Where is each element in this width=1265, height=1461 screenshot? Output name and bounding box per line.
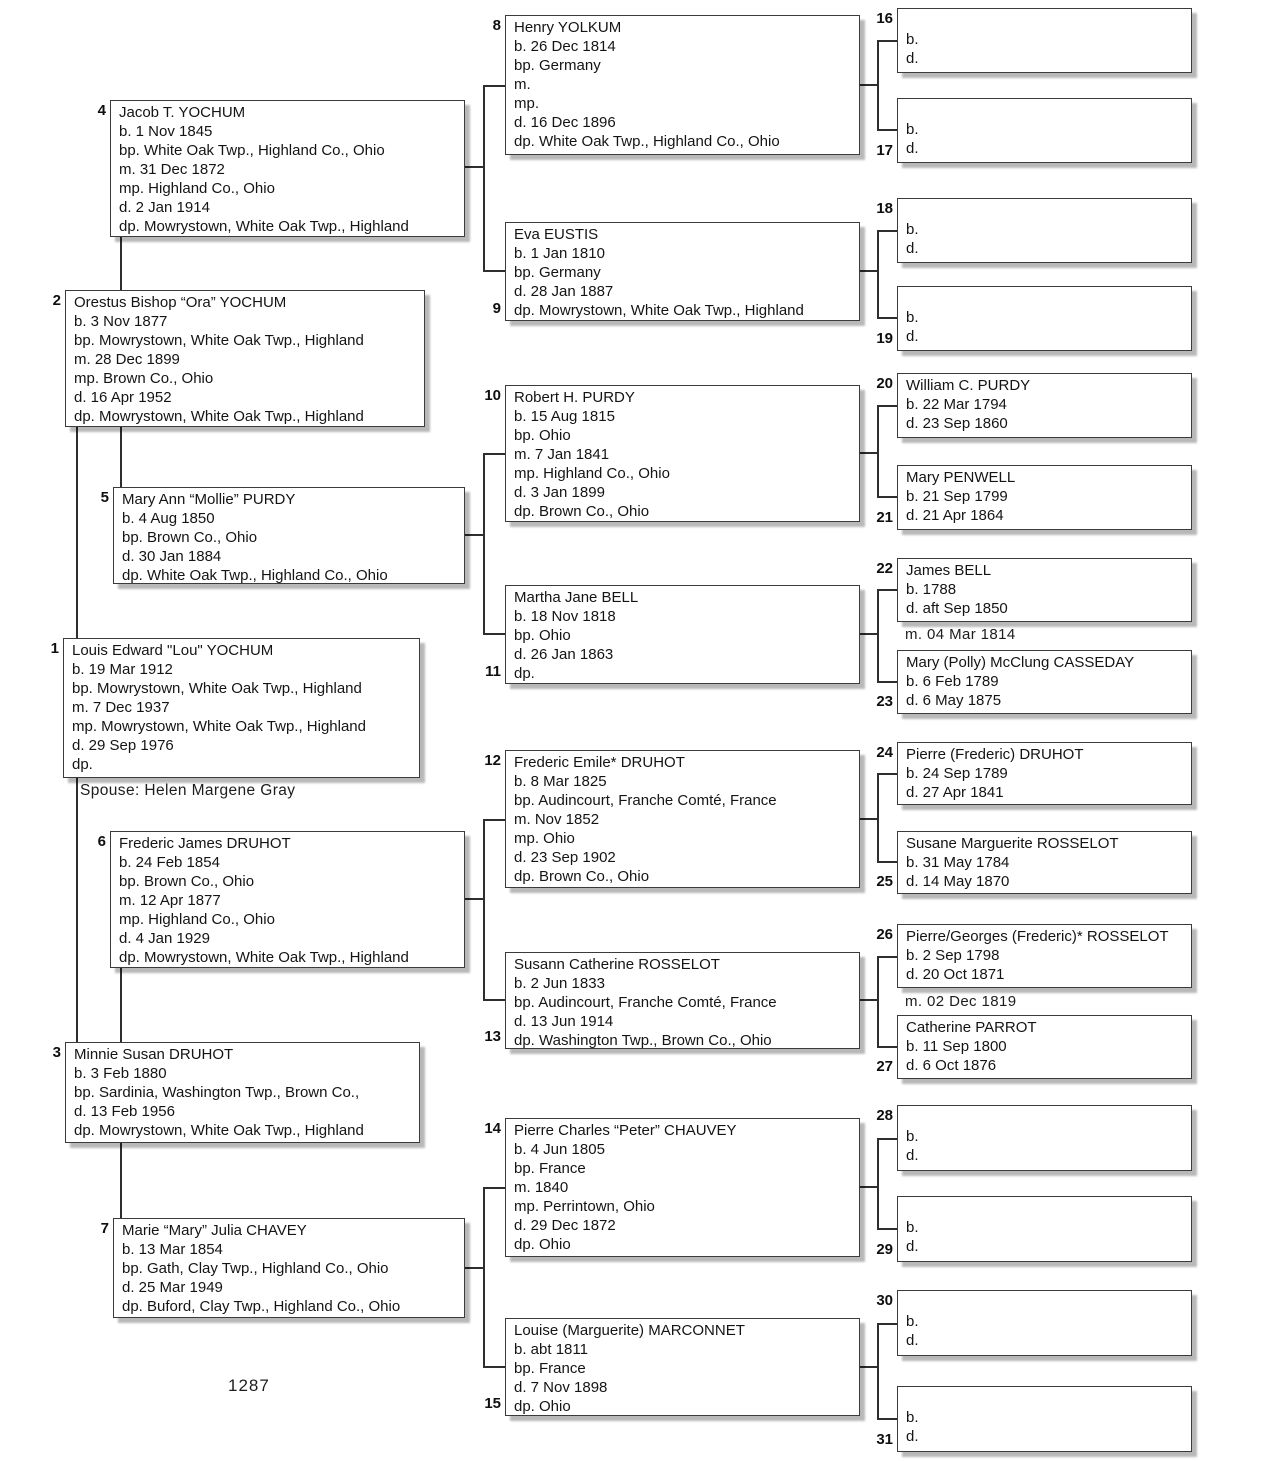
person-detail-line: d. 13 Feb 1956	[74, 1103, 175, 1120]
person-number: 29	[876, 1241, 893, 1258]
connector-line	[878, 1046, 898, 1048]
person-detail-line: dp.	[72, 756, 93, 773]
person-detail-line: mp. Ohio	[514, 830, 575, 847]
person-name: Martha Jane BELL	[514, 589, 639, 606]
person-number: 13	[484, 1028, 501, 1045]
connector-line	[878, 317, 898, 319]
person-number: 9	[492, 300, 501, 317]
person-box-25	[897, 831, 1192, 894]
person-detail-line: d.	[906, 240, 919, 257]
person-detail-line: m. 28 Dec 1899	[74, 351, 180, 368]
person-name: James BELL	[906, 562, 992, 579]
person-box-19	[897, 286, 1192, 351]
person-detail-line: d. 30 Jan 1884	[122, 548, 222, 565]
connector-line	[858, 818, 877, 820]
person-box-22	[897, 558, 1192, 622]
person-name	[906, 289, 1187, 308]
person-name	[906, 1199, 1187, 1218]
person-name: Eva EUSTIS	[514, 226, 599, 243]
spouse-note: Spouse: Helen Margene Gray	[80, 782, 296, 799]
person-detail-line: d.	[906, 1147, 919, 1164]
person-detail-line: mp. Highland Co., Ohio	[119, 180, 275, 197]
person-box-17	[897, 98, 1192, 163]
person-detail-line: dp. Ohio	[514, 1398, 571, 1415]
person-detail-line: dp. White Oak Twp., Highland Co., Ohio	[122, 567, 388, 584]
person-detail-line: m. Nov 1852	[514, 811, 600, 828]
person-number: 17	[876, 142, 893, 159]
marriage-note: m. 04 Mar 1814	[905, 626, 1016, 643]
person-name: Minnie Susan DRUHOT	[74, 1046, 234, 1063]
person-box-8	[505, 15, 860, 155]
person-detail-line: dp. Mowrystown, White Oak Twp., Highland	[74, 1122, 364, 1139]
person-name: Jacob T. YOCHUM	[119, 104, 246, 121]
connector-line	[484, 85, 506, 87]
person-number: 20	[876, 375, 893, 392]
person-detail-line: b. 15 Aug 1815	[514, 408, 615, 425]
marriage-note: m. 02 Dec 1819	[905, 993, 1017, 1010]
connector-line	[858, 84, 877, 86]
person-detail-line: dp. Mowrystown, White Oak Twp., Highland	[119, 949, 409, 966]
person-number: 21	[876, 509, 893, 526]
person-detail-line: b. 22 Mar 1794	[906, 396, 1007, 413]
person-number: 12	[484, 752, 501, 769]
person-number: 16	[876, 10, 893, 27]
person-name: Mary (Polly) McClung CASSEDAY	[906, 654, 1135, 671]
connector-line	[878, 773, 898, 775]
connector-line	[483, 1187, 485, 1368]
person-name	[906, 101, 1187, 120]
connector-line	[878, 681, 898, 683]
connector-line	[878, 405, 898, 407]
person-detail-line: d. 20 Oct 1871	[906, 966, 1005, 983]
person-detail-line: b. 13 Mar 1854	[122, 1241, 223, 1258]
connector-line	[858, 270, 877, 272]
person-detail-line: d.	[906, 140, 919, 157]
person-name: Catherine PARROT	[906, 1019, 1037, 1036]
connector-line	[483, 85, 485, 272]
person-name: Pierre Charles “Peter” CHAUVEY	[514, 1122, 737, 1139]
person-number: 3	[52, 1044, 61, 1061]
person-number: 26	[876, 926, 893, 943]
person-box-28	[897, 1105, 1192, 1171]
person-box-23	[897, 650, 1192, 714]
connector-line	[878, 1138, 898, 1140]
connector-line	[878, 40, 898, 42]
person-number: 10	[484, 387, 501, 404]
person-detail-line: b. 19 Mar 1912	[72, 661, 173, 678]
person-detail-line: d. 29 Sep 1976	[72, 737, 174, 754]
person-name	[906, 1108, 1187, 1127]
person-name	[906, 11, 1187, 30]
person-number: 2	[52, 292, 61, 309]
person-number: 27	[876, 1058, 893, 1075]
person-detail-line: b. abt 1811	[514, 1341, 588, 1358]
person-detail-line: bp. Audincourt, Franche Comté, France	[514, 994, 777, 1011]
person-box-11	[505, 585, 860, 684]
person-detail-line: d. 23 Sep 1902	[514, 849, 616, 866]
person-detail-line: b. 31 May 1784	[906, 854, 1010, 871]
person-box-1	[63, 638, 420, 778]
person-name: Frederic James DRUHOT	[119, 835, 291, 852]
connector-line	[483, 453, 485, 635]
person-detail-line: b. 6 Feb 1789	[906, 673, 999, 690]
person-box-18	[897, 198, 1192, 263]
connector-line	[484, 999, 506, 1001]
person-number: 8	[492, 17, 501, 34]
connector-line	[465, 898, 485, 900]
connector-line	[877, 1323, 879, 1420]
person-box-6	[110, 831, 465, 968]
person-detail-line: bp. Brown Co., Ohio	[119, 873, 255, 890]
person-detail-line: mp.	[514, 95, 540, 112]
person-name: Robert H. PURDY	[514, 389, 635, 406]
person-box-12	[505, 750, 860, 888]
person-detail-line: bp. Ohio	[514, 427, 571, 444]
person-number: 23	[876, 693, 893, 710]
person-detail-line: d. 16 Dec 1896	[514, 114, 616, 131]
person-box-7	[113, 1218, 465, 1318]
person-detail-line: d. aft Sep 1850	[906, 600, 1008, 617]
person-detail-line: m.	[514, 76, 531, 93]
connector-line	[878, 129, 898, 131]
person-detail-line: dp. White Oak Twp., Highland Co., Ohio	[514, 133, 780, 150]
person-detail-line: b.	[906, 31, 919, 48]
person-number: 11	[485, 663, 501, 680]
person-detail-line: dp. Mowrystown, White Oak Twp., Highland	[514, 302, 804, 319]
person-number: 4	[97, 102, 106, 119]
person-detail-line: dp. Brown Co., Ohio	[514, 868, 650, 885]
person-number: 18	[876, 200, 893, 217]
person-detail-line: bp. Sardinia, Washington Twp., Brown Co.,	[74, 1084, 360, 1101]
person-detail-line: b. 26 Dec 1814	[514, 38, 616, 55]
person-box-4	[110, 100, 465, 237]
connector-line	[483, 819, 485, 1001]
person-detail-line: d.	[906, 1428, 919, 1445]
person-box-5	[113, 487, 465, 584]
person-name: Susann Catherine ROSSELOT	[514, 956, 720, 973]
person-box-3	[65, 1042, 420, 1143]
connector-line	[878, 496, 898, 498]
connector-line	[484, 819, 506, 821]
person-box-21	[897, 465, 1192, 530]
person-detail-line: b. 4 Jun 1805	[514, 1141, 605, 1158]
person-detail-line: b. 21 Sep 1799	[906, 488, 1008, 505]
person-detail-line: b.	[906, 1219, 919, 1236]
person-detail-line: d. 6 May 1875	[906, 692, 1002, 709]
connector-line	[877, 40, 879, 131]
person-name: Henry YOLKUM	[514, 19, 622, 36]
person-box-24	[897, 742, 1192, 805]
connector-line	[858, 452, 877, 454]
person-box-2	[65, 290, 425, 427]
connector-line	[484, 1366, 506, 1368]
person-detail-line: d.	[906, 328, 919, 345]
connector-line	[878, 589, 898, 591]
connector-line	[878, 1418, 898, 1420]
connector-line	[878, 230, 898, 232]
person-box-29	[897, 1196, 1192, 1262]
person-detail-line: d. 26 Jan 1863	[514, 646, 614, 663]
person-detail-line: d.	[906, 1238, 919, 1255]
person-detail-line: b.	[906, 1313, 919, 1330]
person-detail-line: d. 28 Jan 1887	[514, 283, 614, 300]
person-detail-line: dp.	[514, 665, 535, 682]
person-detail-line: m. 7 Dec 1937	[72, 699, 170, 716]
person-detail-line: b. 18 Nov 1818	[514, 608, 616, 625]
person-detail-line: d. 23 Sep 1860	[906, 415, 1008, 432]
person-name: Pierre/Georges (Frederic)* ROSSELOT	[906, 928, 1169, 945]
person-detail-line: bp. Gath, Clay Twp., Highland Co., Ohio	[122, 1260, 389, 1277]
connector-line	[465, 166, 485, 168]
person-number: 6	[97, 833, 106, 850]
connector-line	[465, 1267, 485, 1269]
person-number: 5	[100, 489, 109, 506]
person-number: 7	[100, 1220, 109, 1237]
person-detail-line: dp. Brown Co., Ohio	[514, 503, 650, 520]
person-detail-line: b. 2 Sep 1798	[906, 947, 1000, 964]
person-detail-line: bp. Germany	[514, 264, 601, 281]
person-name: Pierre (Frederic) DRUHOT	[906, 746, 1084, 763]
person-number: 19	[876, 330, 893, 347]
person-number: 31	[876, 1431, 893, 1448]
person-box-15	[505, 1318, 860, 1416]
person-detail-line: d. 29 Dec 1872	[514, 1217, 616, 1234]
person-detail-line: m. 1840	[514, 1179, 569, 1196]
person-box-31	[897, 1386, 1192, 1452]
connector-line	[484, 1187, 506, 1189]
person-detail-line: d.	[906, 50, 919, 67]
person-number: 15	[484, 1395, 501, 1412]
person-number: 22	[876, 560, 893, 577]
connector-line	[858, 1366, 877, 1368]
connector-line	[878, 1228, 898, 1230]
person-detail-line: bp. Mowrystown, White Oak Twp., Highland	[74, 332, 364, 349]
person-detail-line: b. 4 Aug 1850	[122, 510, 215, 527]
person-detail-line: b. 3 Feb 1880	[74, 1065, 167, 1082]
person-box-13	[505, 952, 860, 1049]
person-detail-line: b. 2 Jun 1833	[514, 975, 605, 992]
person-detail-line: b.	[906, 309, 919, 326]
person-name: Louise (Marguerite) MARCONNET	[514, 1322, 745, 1339]
person-detail-line: b. 24 Sep 1789	[906, 765, 1008, 782]
connector-line	[877, 956, 879, 1048]
person-detail-line: b. 1 Nov 1845	[119, 123, 213, 140]
person-detail-line: bp. Mowrystown, White Oak Twp., Highland	[72, 680, 362, 697]
person-detail-line: dp. Buford, Clay Twp., Highland Co., Ohio	[122, 1298, 401, 1315]
person-detail-line: d. 6 Oct 1876	[906, 1057, 997, 1074]
person-name: Mary PENWELL	[906, 469, 1016, 486]
person-detail-line: b.	[906, 1409, 919, 1426]
person-box-16	[897, 8, 1192, 73]
connector-line	[877, 405, 879, 498]
connector-line	[858, 999, 877, 1001]
person-name	[906, 201, 1187, 220]
person-number: 30	[876, 1292, 893, 1309]
person-name: Susane Marguerite ROSSELOT	[906, 835, 1119, 852]
person-detail-line: b. 3 Nov 1877	[74, 313, 168, 330]
person-box-30	[897, 1290, 1192, 1356]
person-detail-line: bp. France	[514, 1160, 586, 1177]
page-number: 1287	[228, 1376, 270, 1395]
person-detail-line: d. 7 Nov 1898	[514, 1379, 608, 1396]
connector-line	[878, 861, 898, 863]
person-detail-line: d. 25 Mar 1949	[122, 1279, 223, 1296]
connector-line	[877, 589, 879, 683]
person-name	[906, 1293, 1187, 1312]
connector-line	[878, 1323, 898, 1325]
person-name: William C. PURDY	[906, 377, 1031, 394]
person-number: 24	[876, 744, 893, 761]
person-name: Frederic Emile* DRUHOT	[514, 754, 685, 771]
person-detail-line: bp. Brown Co., Ohio	[122, 529, 258, 546]
person-detail-line: bp. Ohio	[514, 627, 571, 644]
connector-line	[858, 633, 877, 635]
connector-line	[878, 956, 898, 958]
person-detail-line: dp. Ohio	[514, 1236, 571, 1253]
person-detail-line: b.	[906, 221, 919, 238]
person-detail-line: d. 13 Jun 1914	[514, 1013, 614, 1030]
connector-line	[484, 270, 506, 272]
connector-line	[465, 534, 485, 536]
person-detail-line: bp. White Oak Twp., Highland Co., Ohio	[119, 142, 385, 159]
person-name: Marie “Mary” Julia CHAVEY	[122, 1222, 307, 1239]
person-detail-line: b. 11 Sep 1800	[906, 1038, 1007, 1055]
person-detail-line: mp. Mowrystown, White Oak Twp., Highland	[72, 718, 366, 735]
person-detail-line: dp. Washington Twp., Brown Co., Ohio	[514, 1032, 772, 1049]
person-name	[906, 1389, 1187, 1408]
person-detail-line: mp. Highland Co., Ohio	[119, 911, 275, 928]
person-detail-line: d. 2 Jan 1914	[119, 199, 210, 216]
connector-line	[484, 453, 506, 455]
person-box-27	[897, 1015, 1192, 1079]
person-detail-line: mp. Perrintown, Ohio	[514, 1198, 655, 1215]
person-detail-line: d. 27 Apr 1841	[906, 784, 1004, 801]
person-detail-line: b.	[906, 121, 919, 138]
person-name: Louis Edward "Lou" YOCHUM	[72, 642, 274, 659]
connector-line	[877, 773, 879, 863]
person-box-10	[505, 385, 860, 522]
person-box-26	[897, 924, 1192, 988]
person-detail-line: d. 21 Apr 1864	[906, 507, 1004, 524]
person-detail-line: d.	[906, 1332, 919, 1349]
person-detail-line: bp. Audincourt, Franche Comté, France	[514, 792, 777, 809]
person-detail-line: d. 3 Jan 1899	[514, 484, 605, 501]
person-box-9	[505, 222, 860, 321]
person-number: 14	[484, 1120, 501, 1137]
person-number: 25	[876, 873, 893, 890]
person-detail-line: d. 14 May 1870	[906, 873, 1010, 890]
connector-line	[484, 633, 506, 635]
person-detail-line: b. 24 Feb 1854	[119, 854, 220, 871]
person-detail-line: d. 16 Apr 1952	[74, 389, 172, 406]
connector-line	[858, 1186, 877, 1188]
person-detail-line: dp. Mowrystown, White Oak Twp., Highland	[74, 408, 364, 425]
connector-line	[877, 230, 879, 319]
person-detail-line: d. 4 Jan 1929	[119, 930, 210, 947]
person-name: Mary Ann “Mollie” PURDY	[122, 491, 296, 508]
person-detail-line: b. 1 Jan 1810	[514, 245, 605, 262]
person-detail-line: mp. Highland Co., Ohio	[514, 465, 670, 482]
person-detail-line: m. 7 Jan 1841	[514, 446, 610, 463]
person-detail-line: bp. France	[514, 1360, 586, 1377]
person-detail-line: mp. Brown Co., Ohio	[74, 370, 214, 387]
person-detail-line: b.	[906, 1128, 919, 1145]
person-number: 1	[50, 640, 59, 657]
person-detail-line: m. 31 Dec 1872	[119, 161, 225, 178]
person-detail-line: b. 1788	[906, 581, 957, 598]
person-name: Orestus Bishop “Ora” YOCHUM	[74, 294, 287, 311]
person-box-14	[505, 1118, 860, 1257]
person-number: 28	[876, 1107, 893, 1124]
person-detail-line: dp. Mowrystown, White Oak Twp., Highland	[119, 218, 409, 235]
person-detail-line: bp. Germany	[514, 57, 601, 74]
connector-line	[877, 1138, 879, 1230]
person-detail-line: b. 8 Mar 1825	[514, 773, 607, 790]
person-detail-line: m. 12 Apr 1877	[119, 892, 221, 909]
person-box-20	[897, 373, 1192, 438]
